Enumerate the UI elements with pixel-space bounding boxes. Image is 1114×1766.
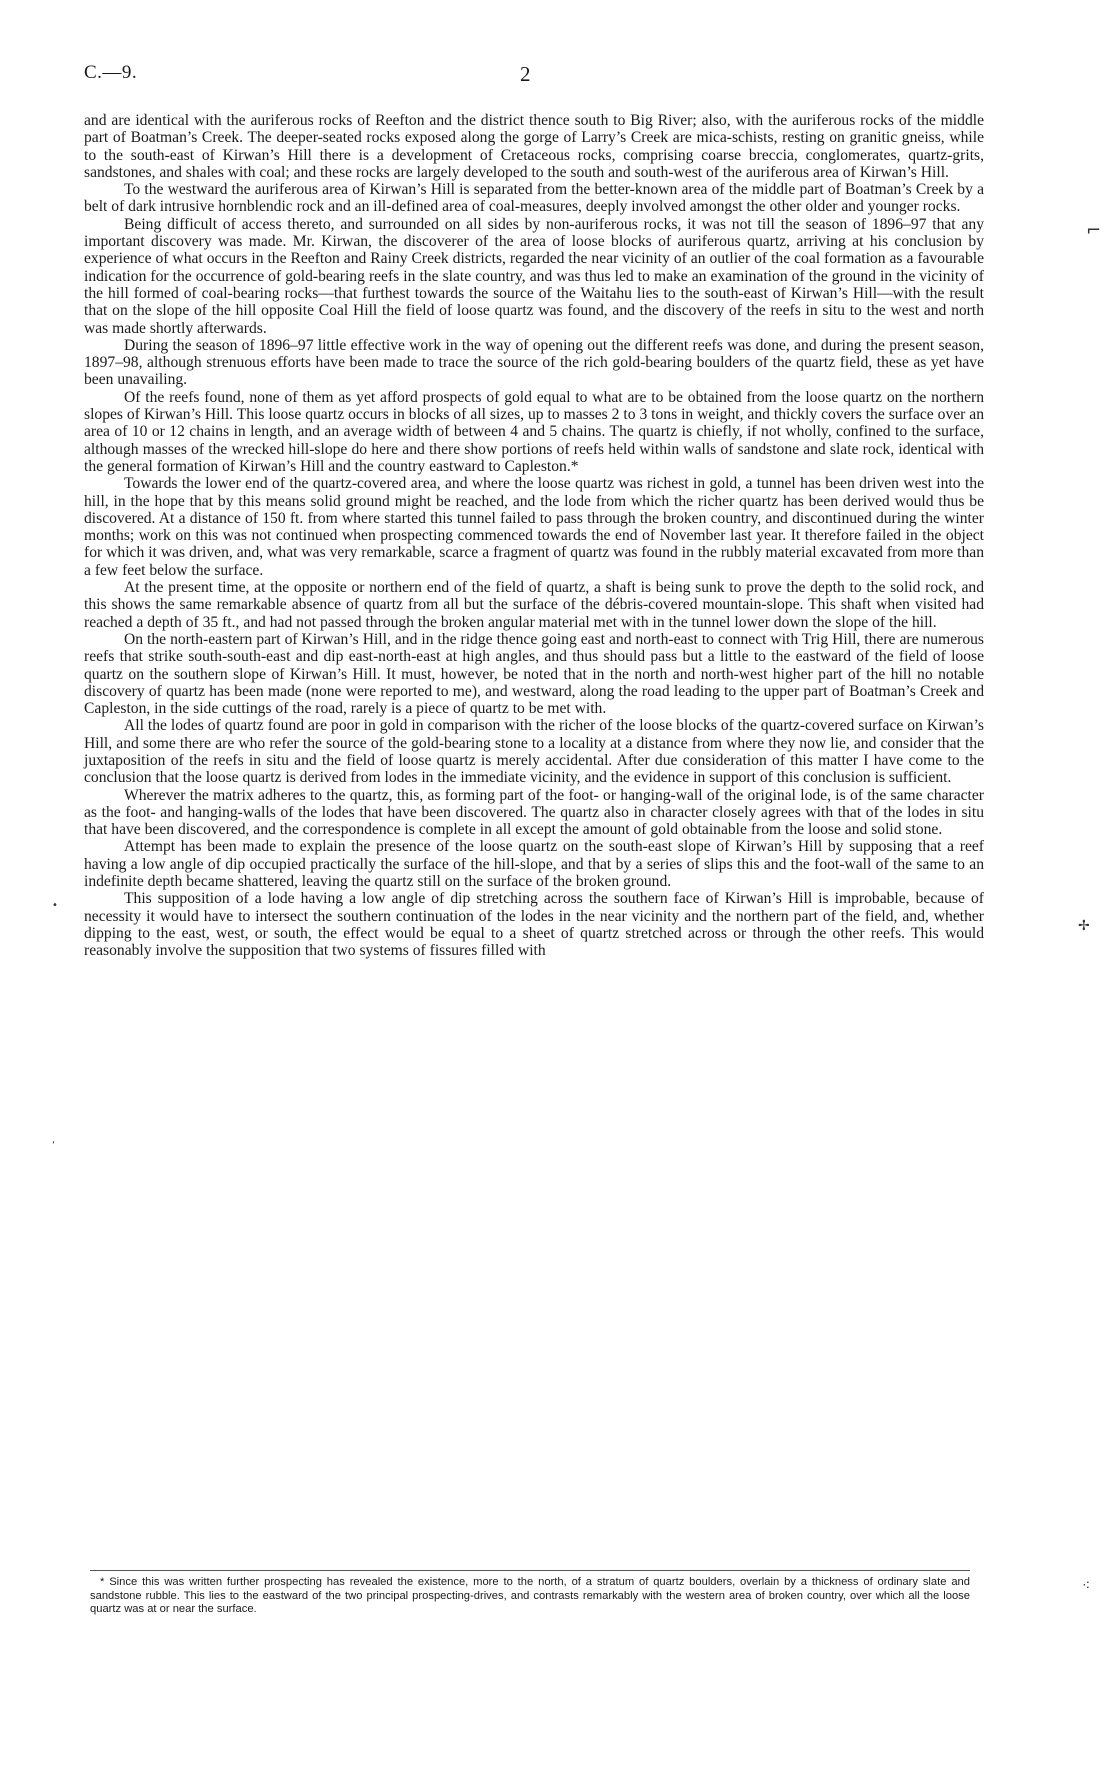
paragraph: All the lodes of quartz found are poor in gold in comparison with the richer of the loose blocks of the quartz-covered surface on Kirwan’s Hill, and some there are who refer the source of the gold-bearing stone to a locality at a distance from where they now lie, and consider that the juxtaposition of the reefs in situ and the field of loose quartz is merely accidental. After due consideration of this matter I have come to the conclusion that the loose quartz is derived from lodes in the immediate vicinity, and the evidence in support of this conclusion is sufficient. bbox=[84, 717, 984, 787]
paragraph: Towards the lower end of the quartz-covered area, and where the loose quartz was richest in gold, a tunnel has been driven west into the hill, in the hope that by this means solid ground might be reached, and the lode from which the richer quartz has been derived would thus be discovered. At a distance of 150 ft. from where started this tunnel failed to pass through the broken country, and discontinued during the winter months; work on this was not continued when prospecting commenced towards the end of November last year. It therefore failed in the object for which it was driven, and, what was very remarkable, scarce a fragment of quartz was found in the rubbly material excavated from more than a few feet below the surface. bbox=[84, 475, 984, 579]
margin-mark-icon: ⌐ bbox=[1086, 220, 1102, 241]
margin-mark-icon: ⁖ bbox=[1082, 1578, 1091, 1594]
margin-mark-icon: ✢ bbox=[1078, 918, 1090, 934]
paragraph: Attempt has been made to explain the presence of the loose quartz on the south-east slope of Kirwan’s Hill by supposing that a reef having a low angle of dip occupied practically the surface of the hill-slope, and that by a series of slips this and the foot-wall of the same to an indefinite depth became shattered, leaving the quartz still on the surface of the broken ground. bbox=[84, 838, 984, 891]
margin-mark-icon: • bbox=[52, 900, 58, 911]
page-number: 2 bbox=[520, 62, 531, 86]
paragraph: Being difficult of access thereto, and surrounded on all sides by non-auriferous rocks, it was not till the season of 1896–97 that any important discovery was made. Mr. Kirwan, the discoverer of the area of loose blocks of auriferous quartz, arriving at his conclusion by experience of what occurs in the Reefton and Rainy Creek districts, regarded the near vicinity of an outlier of the coal formation as a favourable indication for the occurrence of gold-bearing reefs in the slate country, and was thus led to make an examination of the ground in the vicinity of the hill formed of coal-bearing rocks—that furthest towards the source of the Waitahu lies to the south-east of Kirwan’s Hill—with the result that on the slope of the hill opposite Coal Hill the field of loose quartz was found, and the discovery of the reefs in situ to the west and north was made shortly afterwards. bbox=[84, 215, 984, 337]
paragraph: Wherever the matrix adheres to the quartz, this, as forming part of the foot- or hanging-wall of the original lode, is of the same character as the foot- and hanging-walls of the lodes that have been discovered. The quartz also in character closely agrees with that of the lodes in situ that have been discovered, and the correspondence is complete in all except the amount of gold obtainable from the loose and solid stone. bbox=[84, 786, 984, 839]
footnote: * Since this was written further prospecting has revealed the existence, more to the north, of a stratum of quartz boulders, overlain by a thickness of ordinary slate and sandstone rubble. This lies to the eastward of the two principal prospecting-drives, and contrasts remarkably with the western area of broken country, over which all the loose quartz was at or near the surface. bbox=[90, 1576, 970, 1616]
paragraph: To the westward the auriferous area of Kirwan’s Hill is separated from the better-known area of the middle part of Boatman’s Creek by a belt of dark intrusive hornblendic rock and an ill-defined area of coal-measures, deeply involved amongst the other older and younger rocks. bbox=[84, 181, 984, 216]
paragraph: On the north-eastern part of Kirwan’s Hill, and in the ridge thence going east and north-east to connect with Trig Hill, there are numerous reefs that strike south-south-east and dip east-north-east at high angles, and thus should pass but a little to the eastward of the field of loose quartz on the southern slope of Kirwan’s Hill. It must, however, be noted that in the north and north-west higher part of the hill no notable discovery of quartz has been made (none were reported to me), and westward, along the road leading to the upper part of Boatman’s Creek and Capleston, in the side cuttings of the road, rarely is a piece of quartz to be met with. bbox=[84, 630, 984, 718]
document-reference: C.—9. bbox=[84, 62, 138, 83]
paragraph: During the season of 1896–97 little effective work in the way of opening out the different reefs was done, and during the present season, 1897–98, although strenuous efforts have been made to trace the source of the rich gold-bearing boulders of the quartz field, these as yet have been unavailing. bbox=[84, 336, 984, 389]
body-text bbox=[84, 112, 984, 960]
paragraph: and are identical with the auriferous rocks of Reefton and the district thence south to Big River; also, with the auriferous rocks of the middle part of Boatman’s Creek. The deeper-seated rocks exposed along the gorge of Larry’s Creek are mica-schists, resting on granitic gneiss, while to the south-east of Kirwan’s Hill there is a development of Cretaceous rocks, comprising coarse breccia, conglomerates, quartz-grits, sandstones, and shales with coal; and these rocks are largely developed to the south and south-west of the auriferous area of Kirwan’s Hill. bbox=[84, 112, 984, 181]
footnote-divider bbox=[90, 1570, 970, 1571]
margin-mark-icon: ‘ bbox=[52, 1140, 56, 1151]
page-header bbox=[84, 62, 984, 92]
paragraph: Of the reefs found, none of them as yet afford prospects of gold equal to what are to be obtained from the loose quartz on the northern slopes of Kirwan’s Hill. This loose quartz occurs in blocks of all sizes, up to masses 2 to 3 tons in weight, and thickly covers the surface over an area of 10 or 12 chains in length, and an average width of between 4 and 5 chains. The quartz is chiefly, if not wholly, confined to the surface, although masses of the wrecked hill-slope do here and there show portions of reefs held within walls of sandstone and slate rock, identical with the general formation of Kirwan’s Hill and the country eastward to Capleston.* bbox=[84, 388, 984, 475]
paragraph: At the present time, at the opposite or northern end of the field of quartz, a shaft is being sunk to prove the depth to the solid rock, and this shows the same remarkable absence of quartz from all but the surface of the débris-covered mountain-slope. This shaft when visited had reached a depth of 35 ft., and had not passed through the broken angular material met with in the tunnel lower down the slope of the hill. bbox=[84, 579, 984, 631]
paragraph: This supposition of a lode having a low angle of dip stretching across the southern face of Kirwan’s Hill is improbable, because of necessity it would have to intersect the southern continuation of the lodes in the near vicinity and the northern part of the field, and, whether dipping to the east, west, or south, the effect would be equal to a sheet of quartz stretched across or through the other reefs. This would reasonably involve the supposition that two systems of fissures filled with bbox=[84, 890, 984, 960]
